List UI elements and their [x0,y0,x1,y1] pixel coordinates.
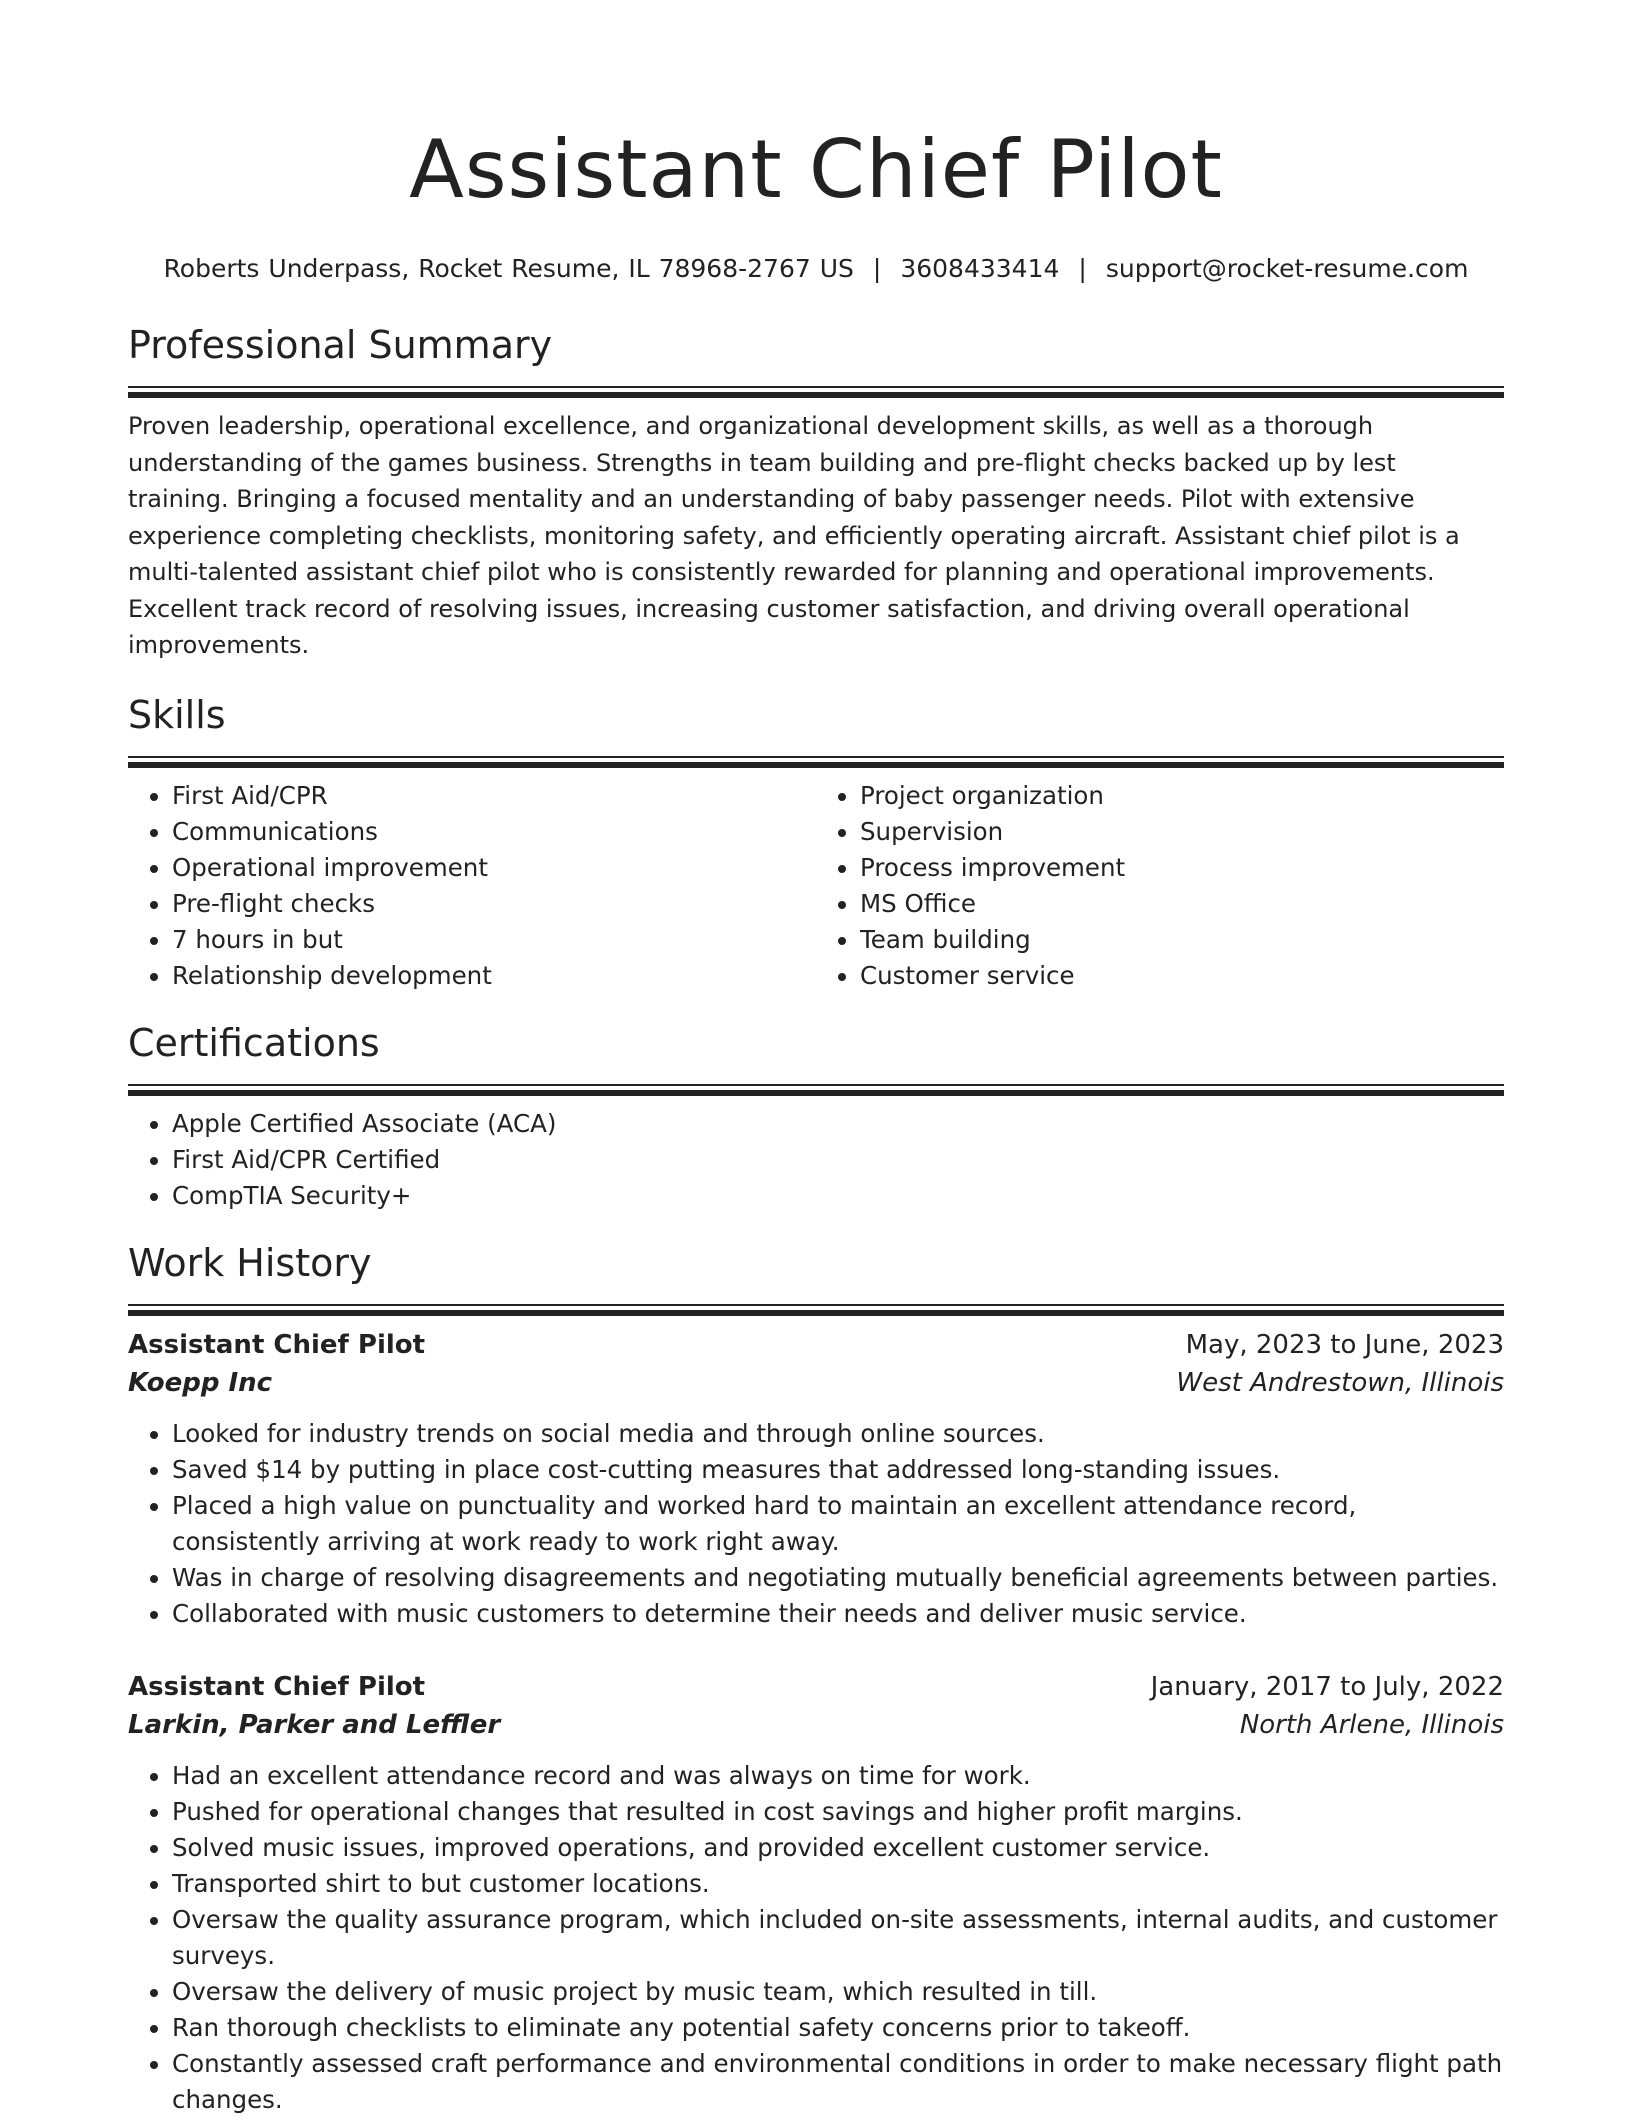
job-subheader [128,1706,1504,1744]
skill-item: • Pre-flight checks [172,886,816,922]
job-bullet: • Oversaw the delivery of music project by music team, which resulted in till. [172,1974,1504,2010]
certifications-section [128,1018,1504,1214]
skills-columns [128,778,1504,994]
job-title: Assistant Chief Pilot [128,1671,426,1702]
section-title-work: Work History [128,1240,372,1285]
job-bullet: • Had an excellent attendance record and was always on time for work. [172,1758,1504,1794]
certification-item: • First Aid/CPR Certified [172,1142,1504,1178]
resume-name: Assistant Chief Pilot [409,123,1223,216]
section-divider [128,386,1504,392]
summary-text: Proven leadership, operational excellence, and organizational development skills, as well as a thorough understanding of the games business. Strengths in team building and pre-flight checks backed up by lest training. Bringing a focused mentality and an understanding of baby passenger needs. Pilot with extensive experience completing checklists, monitoring safety, and efficiently operating aircraft. Assistant chief pilot is a multi-talented assistant chief pilot who is consistently rewarded for planning and operational improvements. Excellent track record of resolving issues, increasing customer satisfaction, and driving overall operational improvements. [128,412,1460,659]
job-bullet: • Solved music issues, improved operations, and provided excellent customer service. [172,1830,1504,1866]
skill-item: • Project organization [860,778,1504,814]
section-divider [128,1304,1504,1310]
job-header [128,1668,1504,1706]
skill-item: • Communications [172,814,816,850]
job-company: Koepp Inc [128,1367,273,1398]
job-company: Larkin, Parker and Leffler [128,1709,501,1740]
job-dates: January, 2017 to July, 2022 [1150,1671,1504,1702]
section-title-certifications: Certifications [128,1020,380,1065]
certification-item: • Apple Certified Associate (ACA) [172,1106,1504,1142]
job-title: Assistant Chief Pilot [128,1329,426,1360]
separator: | [1078,254,1087,283]
job-bullet: • Looked for industry trends on social media and through online sources. [172,1416,1504,1452]
skill-item: • Customer service [860,958,1504,994]
skill-item: • First Aid/CPR [172,778,816,814]
job-entry [128,1668,1504,2118]
section-title-summary: Professional Summary [128,323,553,367]
skills-left-list [128,778,816,994]
address: Roberts Underpass, Rocket Resume, IL 78968-2767 US [163,254,854,283]
section-divider [128,756,1504,762]
email: support@rocket-resume.com [1105,254,1469,283]
skill-item: • Supervision [860,814,1504,850]
certifications-list [128,1106,1504,1214]
job-dates: May, 2023 to June, 2023 [1185,1329,1504,1360]
skill-item: • Operational improvement [172,850,816,886]
job-location: West Andrestown, Illinois [1176,1367,1504,1398]
job-entry [128,1326,1504,1632]
job-bullets [128,1416,1504,1632]
certification-item: • CompTIA Security+ [172,1178,1504,1214]
job-subheader [128,1364,1504,1402]
skill-item: • Relationship development [172,958,816,994]
section-title-skills: Skills [128,692,226,737]
section-divider [128,1084,1504,1090]
skills-section [128,690,1504,994]
skill-item: • Process improvement [860,850,1504,886]
job-bullet: • Placed a high value on punctuality and worked hard to maintain an excellent attendance record, consistently arriving at work ready to work right away. [172,1488,1504,1560]
summary-section [128,320,1504,664]
job-bullet: • Transported shirt to but customer locations. [172,1866,1504,1902]
job-bullet: • Saved $14 by putting in place cost-cutting measures that addressed long-standing issues. [172,1452,1504,1488]
skill-item: • 7 hours in but [172,922,816,958]
job-location: North Arlene, Illinois [1239,1709,1504,1740]
job-header [128,1326,1504,1364]
job-bullet: • Was in charge of resolving disagreements and negotiating mutually beneficial agreements between parties. [172,1560,1504,1596]
separator: | [872,254,882,283]
phone: 3608433414 [900,254,1060,283]
job-bullet: • Constantly assessed craft performance and environmental conditions in order to make necessary flight path changes. [172,2046,1504,2118]
job-bullet: • Pushed for operational changes that resulted in cost savings and higher profit margins. [172,1794,1504,1830]
skill-item: • MS Office [860,886,1504,922]
contact-line [128,252,1504,286]
skill-item: • Team building [860,922,1504,958]
job-bullet: • Collaborated with music customers to determine their needs and deliver music service. [172,1596,1504,1632]
skills-right-list [816,778,1504,994]
job-bullets [128,1758,1504,2118]
job-bullet: • Oversaw the quality assurance program, which included on-site assessments, internal audits, and customer surveys. [172,1902,1504,1974]
work-section [128,1238,1504,2118]
job-bullet: • Ran thorough checklists to eliminate any potential safety concerns prior to takeoff. [172,2010,1504,2046]
